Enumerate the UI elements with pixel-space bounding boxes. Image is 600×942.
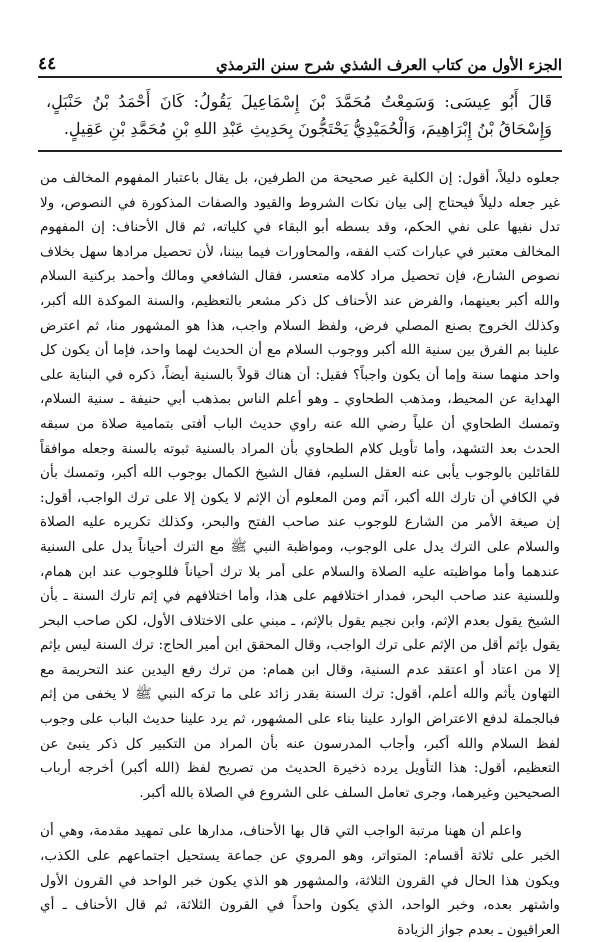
commentary-body <box>40 166 560 942</box>
page-header <box>38 44 562 74</box>
page-number: ٤٤ <box>38 54 57 74</box>
header-divider <box>38 76 562 78</box>
quote-text: وَسَمِعْتُ مُحَمَّدَ بْنَ إِسْمَاعِيلَ يَقُولُ: كَانَ أَحْمَدُ بْنُ حَنْبَلٍ، وَإِسْحَاقُ بْنُ إِبْرَاهِيمَ، وَالْحُمَيْدِيُّ يَحْتَجُّونَ بِحَدِيثِ عَبْدِ اللهِ بْنِ مُحَمَّدِ بْنِ عَقِيلٍ. <box>46 92 552 138</box>
quote-divider <box>38 150 562 152</box>
quote-label: قَالَ أَبُو عِيسَى: <box>444 92 552 111</box>
commentary-paragraph-1: جعلوه دليلاً، أقول: إن الكلية غير صحيحة من الطرفين، بل يقال باعتبار المفهوم المخالف من غير جعله دليلاً فيحتاج إلى بيان نكات الشروط والقيود والصفات المذكورة في النصوص، ولا تدل نفيها على نفي الحكم، وقد بسطه أبو البقاء في كلياته، ثم قال الأحناف: إن المفهوم المخالف معتبر في عبارات كتب الفقه، والمحاورات فيما بيننا، لأن تحصيل مرادها سهل بخلاف نصوص الشارع، فإن تحصيل مراد كلامه متعسر، فقال الشافعي ومالك وأحمد بركنية السلام والله أكبر بعينهما، والفرض عند الأحناف كل ذكر مشعر بالتعظيم، والسنة الموكدة الله أكبر، وكذلك الخروج بصنع المصلي فرض، ولفظ السلام واجب، هذا هو المشهور منا، ثم اعترض علينا بم الفرق بين سنية الله أكبر ووجوب السلام مع أن الحديث لهما واحد، فإما أن يكون كل واحد منهما سنة وإما أن يكون واجباً؟ فقيل: أن هناك قولاً بالسنية أيضاً، ذكره في البناية على الهداية عن المحيط، ومذهب الطحاوي ـ وهو أعلم الناس بمذهب أبي حنيفة ـ سنية السلام، وتمسك الطحاوي أن علياً رضي الله عنه راوي حديث الباب أفتى بتمامية صلاة من سبقه الحدث بعد التشهد، وأما تأويل كلام الطحاوي بأن المراد بالسنية ثبوته بالسنة وجعله موافقاً للقائلين بالوجوب يأبى عنه العقل السليم، فقال الشيخ الكمال بوجوب الله أكبر، وتمسك بأن في الكافي أن تارك الله أكبر، آثم ومن المعلوم أن الإثم لا يكون إلا على ترك الواجب، أقول: إن صيغة الأمر من الشارع للوجوب عند صاحب الفتح والبحر، وكذلك تكريره عليه الصلاة والسلام على الترك يدل على الوجوب، ومواظبة النبي ﷺ مع الترك أحياناً يدل على السنية عندهما وأما مواظبته عليه الصلاة والسلام على أمر بلا ترك أحياناً فللوجوب عند ابن همام، وللسنية عند صاحب البحر، فمدار اختلافهم على هذا، وأما اختلافهم في إثم تارك السنة ـ بأن الشيخ يقول بعدم الإثم، وابن نجيم يقول بالإثم، ـ مبني على الاختلاف الأول، لكن صاحب البحر يقول بإثم أقل من الإثم على ترك الواجب، وقال المحقق ابن أمير الحاج: ترك السنة ليس بإثم إلا من اعتاد أو اعتقد عدم السنية، وقال ابن همام: من ترك رفع اليدين عند التحريمة مع التهاون يأثم والله أعلم، أقول: ترك السنة بقدر زائد على ما تركه النبي ﷺ لا يخفى من إثم فبالجملة لدفع الاعتراض الوارد علينا بناء على المشهور، ثم يرد علينا حديث الباب على وجوب لفظ السلام والله أكبر، وأجاب المدرسون عنه بأن المراد من التكبير كل ذكر ينبئ عن التعظيم، أقول: هذا التأويل يرده ذخيرة الحديث من تصريح لفظ (الله أكبر) أخرجه أرباب الصحيحين وغيرهما، وجرى تعامل السلف على الشروع في الصلاة بالله أكبر. <box>40 170 560 801</box>
hadith-quote <box>46 88 552 142</box>
running-title: الجزء الأول من كتاب العرف الشذي شرح سنن الترمذي <box>216 56 562 74</box>
commentary-paragraph-2: واعلم أن ههنا مرتبة الواجب التي قال بها الأحناف، مدارها على تمهيد مقدمة، وهي أن الخبر على ثلاثة أقسام: المتواتر، وهو المروي عن جماعة يستحيل اجتماعهم على الكذب، ويكون هذا الحال في القرون الثلاثة، والمشهور هو الذي يكون خبر الواحد في القرون الأول واشتهر بعده، وخبر الواحد، الذي يكون واحداً في القرون الثلاثة، ثم قال الأحناف ـ أي العراقيون ـ بعدم جواز الزيادة <box>40 823 560 938</box>
